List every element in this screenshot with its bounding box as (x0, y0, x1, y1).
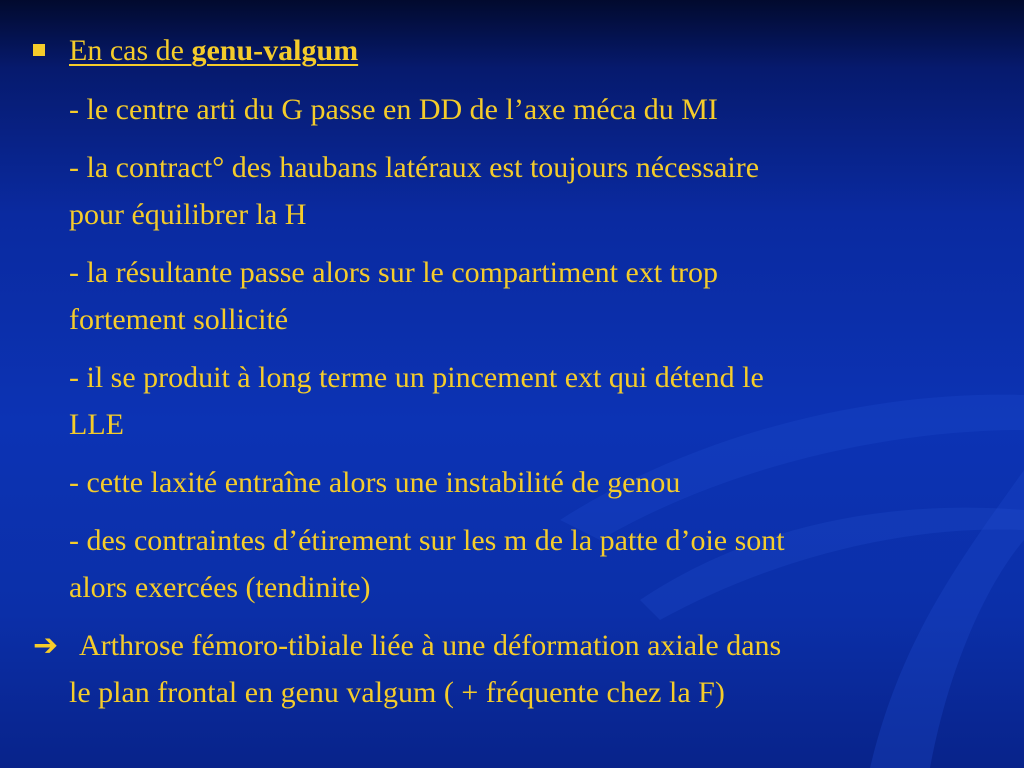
item-2-line-2: pour équilibrer la H (69, 198, 307, 231)
heading-prefix: En cas de (69, 34, 192, 67)
item-3-line-1: - la résultante passe alors sur le compartiment ext trop (69, 256, 718, 289)
item-3-line-2: fortement sollicité (69, 303, 289, 336)
square-bullet-icon (33, 44, 45, 56)
slide-heading (69, 28, 358, 74)
item-4-line-2: LLE (69, 408, 124, 441)
right-arrow-icon: ➔ (33, 628, 59, 663)
item-1-line-1: - le centre arti du G passe en DD de l’axe méca du MI (69, 93, 718, 126)
item-6-line-2: alors exercées (tendinite) (69, 571, 371, 604)
item-6-line-1: - des contraintes d’étirement sur les m de la patte d’oie sont (69, 524, 785, 557)
conclusion-line-1: Arthrose fémoro-tibiale liée à une déformation axiale dans (79, 629, 782, 662)
heading-bold: genu-valgum (191, 34, 359, 67)
item-5-line-1: - cette laxité entraîne alors une instabilité de genou (69, 466, 681, 499)
item-4-line-1: - il se produit à long terme un pincement ext qui détend le (69, 361, 764, 394)
item-2-line-1: - la contract° des haubans latéraux est toujours nécessaire (69, 151, 760, 184)
conclusion-line-2: le plan frontal en genu valgum ( + fréquente chez la F) (69, 676, 725, 709)
